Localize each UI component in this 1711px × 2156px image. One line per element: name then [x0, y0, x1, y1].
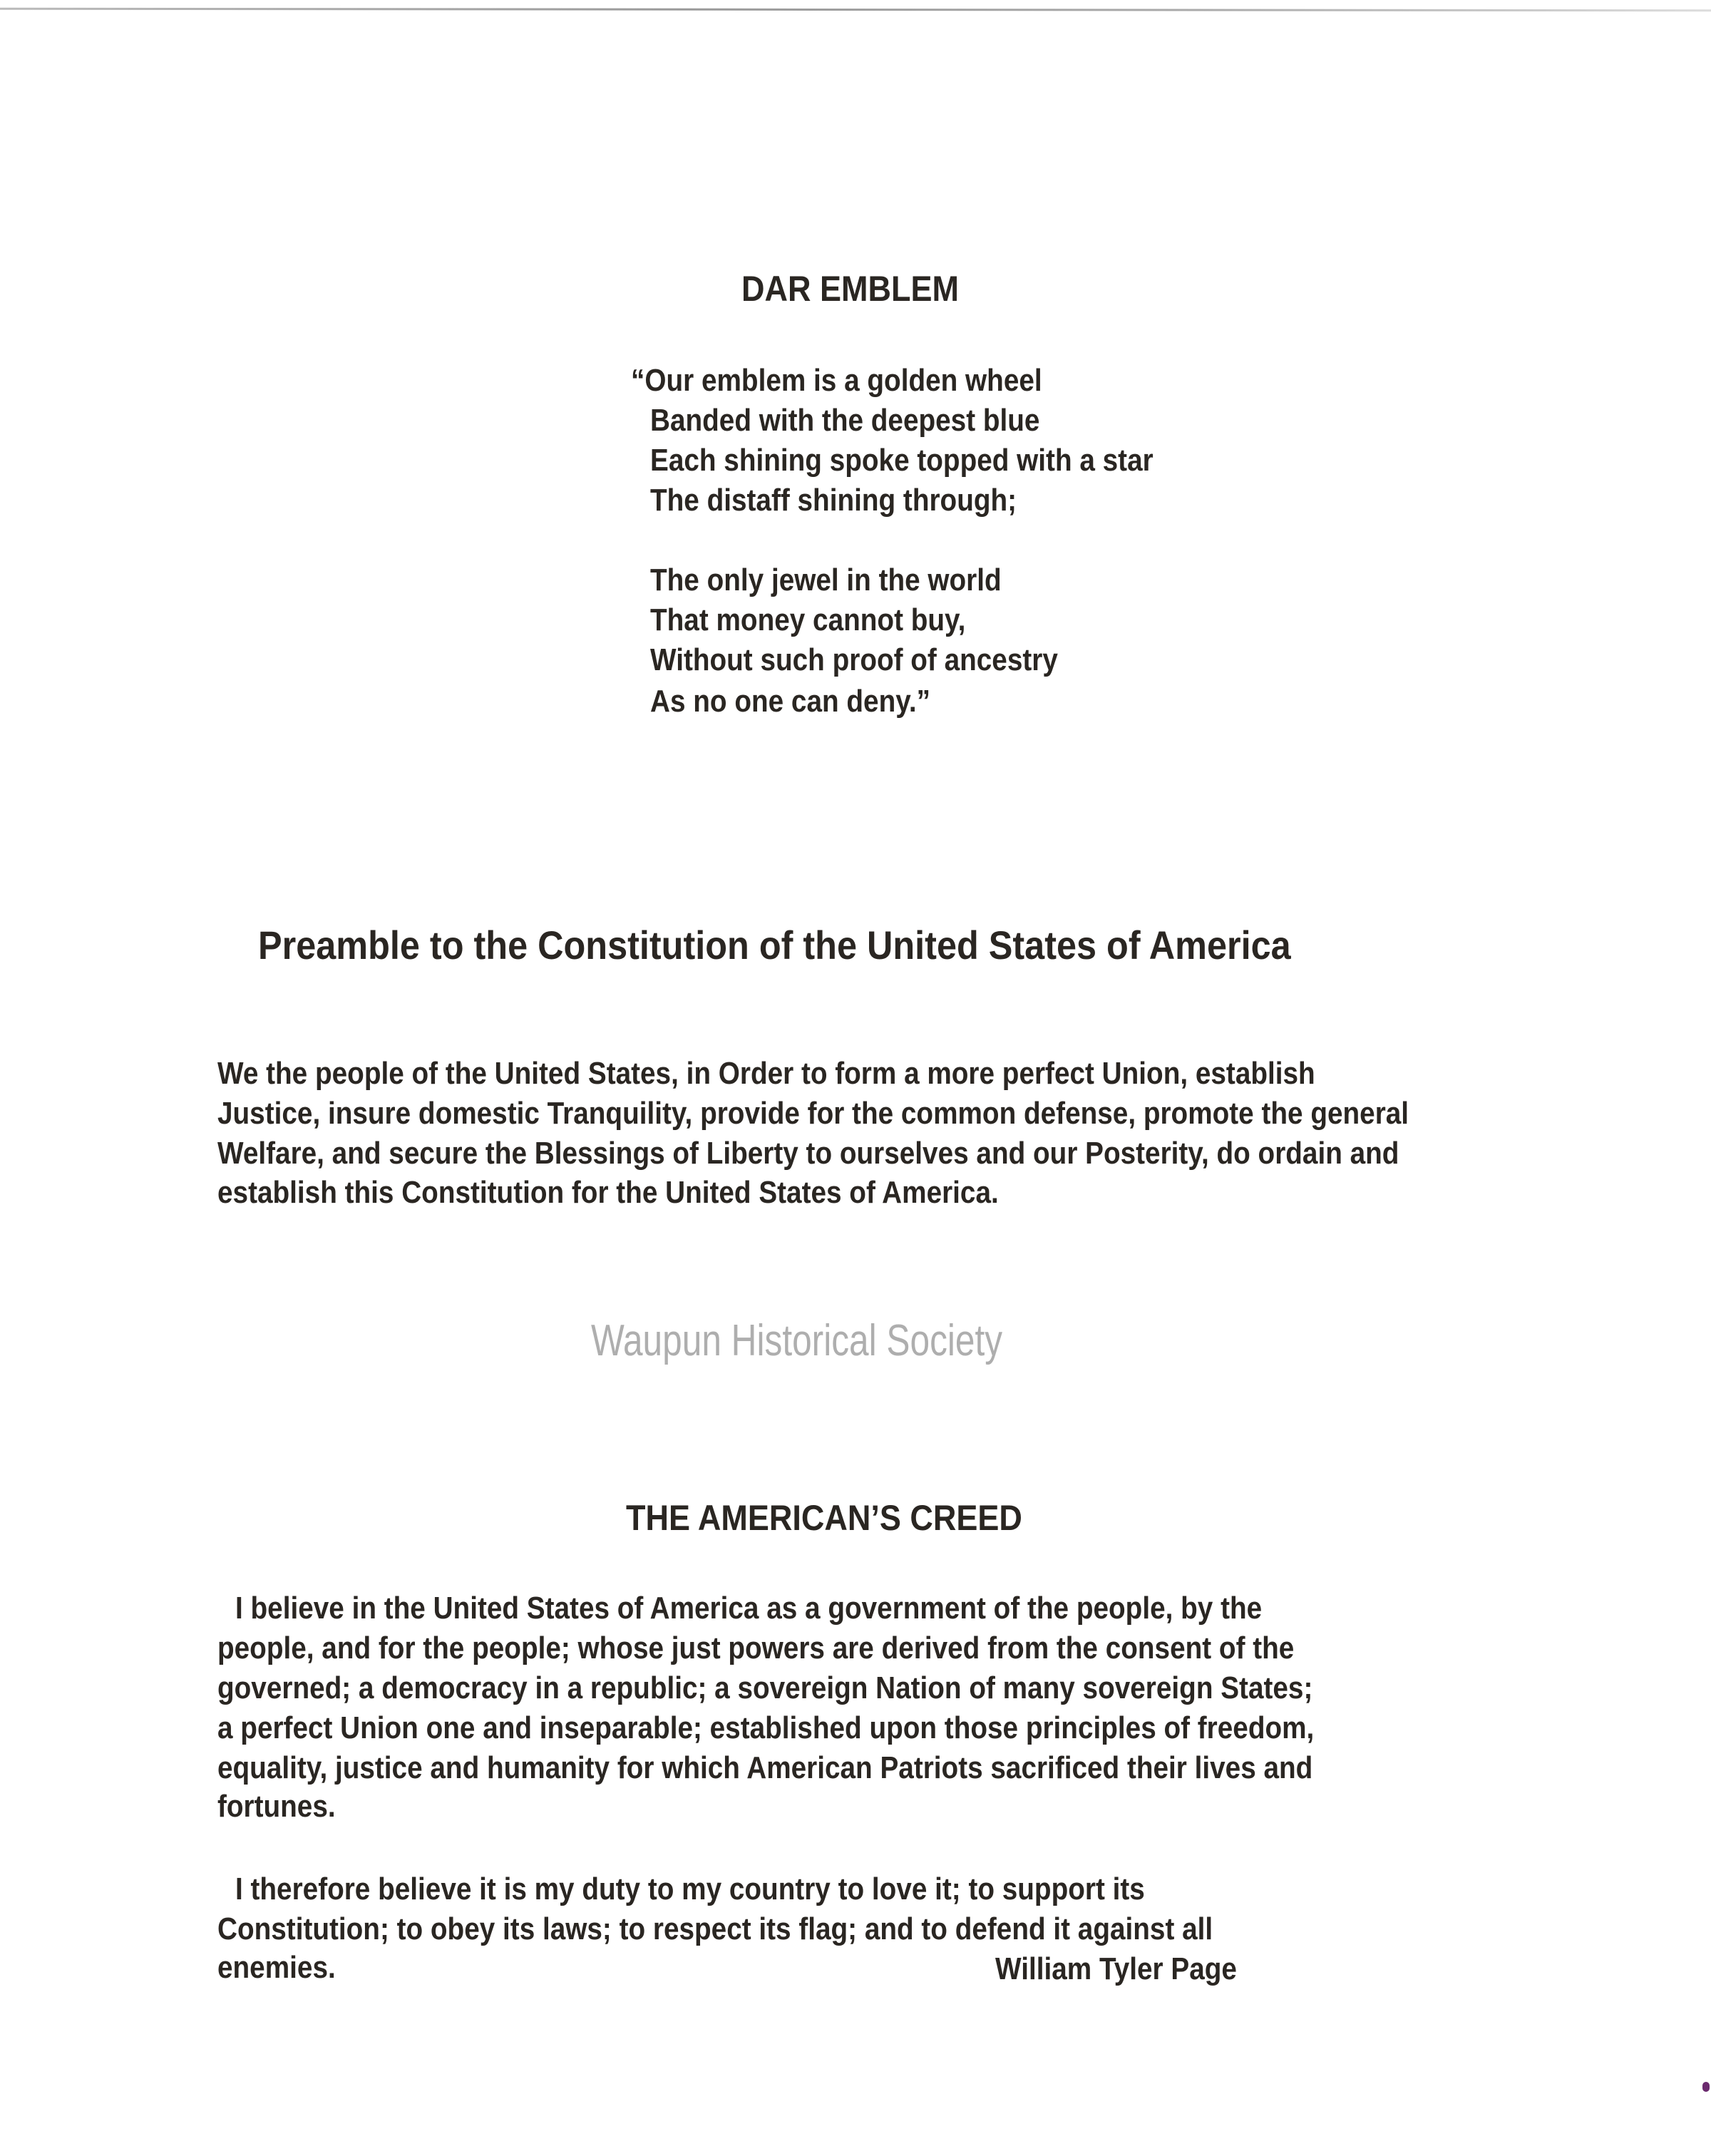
poem-line: Banded with the deepest blue — [650, 403, 1040, 438]
creed-line: governed; a democracy in a republic; a sovereign Nation of many sovereign States; — [217, 1670, 1313, 1705]
creed-author: William Tyler Page — [995, 1951, 1237, 1986]
creed-line: people, and for the people; whose just powers are derived from the consent of the — [217, 1631, 1295, 1665]
poem-line: As no one can deny.” — [650, 684, 931, 719]
poem-line: The only jewel in the world — [650, 563, 1002, 597]
poem-line: Each shining spoke topped with a star — [650, 443, 1153, 478]
creed-line: Constitution; to obey its laws; to respect its flag; and to defend it against all — [217, 1911, 1213, 1946]
creed-title: THE AMERICAN’S CREED — [626, 1498, 1022, 1538]
creed-line: I believe in the United States of America as a government of the people, by the — [235, 1591, 1263, 1626]
poem-line: Without such proof of ancestry — [650, 642, 1058, 677]
preamble-line: Welfare, and secure the Blessings of Liberty to ourselves and our Posterity, do ordain and — [217, 1136, 1399, 1171]
poem-line: That money cannot buy, — [650, 602, 966, 637]
watermark: Waupun Historical Society — [591, 1316, 1003, 1365]
creed-line: I therefore believe it is my duty to my country to love it; to support its — [235, 1872, 1145, 1906]
scan-edge-line — [0, 8, 1711, 12]
preamble-line: Justice, insure domestic Tranquility, provide for the common defense, promote the general — [217, 1096, 1409, 1131]
creed-line: a perfect Union one and inseparable; established upon those principles of freedom, — [217, 1710, 1315, 1745]
preamble-line: establish this Constitution for the United States of America. — [217, 1175, 999, 1210]
emblem-title: DAR EMBLEM — [741, 269, 959, 309]
creed-line: fortunes. — [217, 1789, 336, 1824]
creed-line: enemies. — [217, 1950, 336, 1985]
preamble-title: Preamble to the Constitution of the United States of America — [258, 923, 1291, 967]
scan-speck — [1702, 2082, 1710, 2092]
creed-line: equality, justice and humanity for which American Patriots sacrificed their lives and — [217, 1750, 1313, 1785]
poem-line: “Our emblem is a golden wheel — [631, 363, 1042, 398]
preamble-line: We the people of the United States, in Order to form a more perfect Union, establish — [217, 1056, 1315, 1091]
poem-line: The distaff shining through; — [650, 483, 1017, 518]
